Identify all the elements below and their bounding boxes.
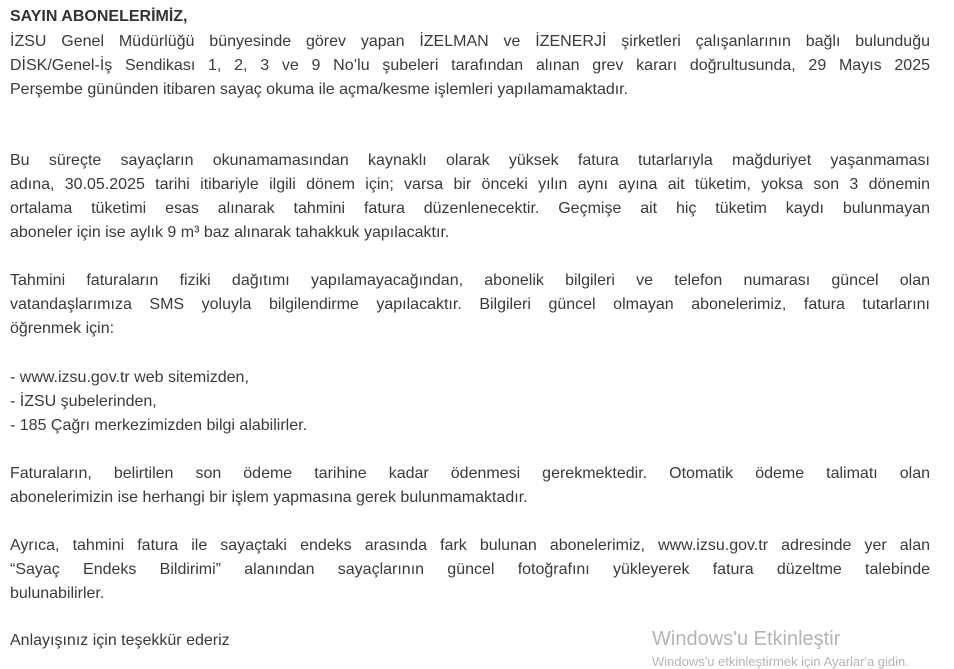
greeting-heading: SAYIN ABONELERİMİZ, xyxy=(10,8,188,25)
text-line: adına, 30.05.2025 tarihi itibariyle ilgili dönem için; varsa bir önceki yılın aynı ayına ait tüketim, yoksa son 3 dönemin xyxy=(10,176,930,193)
text-line: “Sayaç Endeks Bildirimi” alanından sayaçlarının güncel fotoğrafını yükleyerek fatura düzeltme talebinde xyxy=(10,561,930,578)
text-line: ortalama tüketimi esas alınarak tahmini fatura düzenlenecektir. Geçmişe ait hiç tüketim kaydı bulunmayan xyxy=(10,200,930,217)
info-channels-list xyxy=(10,366,930,438)
text-line: Bu süreçte sayaçların okunamamasından kaynaklı olarak yüksek fatura tutarlarıyla mağduriyet yaşanmaması xyxy=(10,152,930,169)
list-item-website: - www.izsu.gov.tr web sitemizden, xyxy=(10,369,249,386)
paragraph-meter-reading xyxy=(10,534,930,606)
text-line: Faturaların, belirtilen son ödeme tarihine kadar ödenmesi gerekmektedir. Otomatik ödeme talimatı olan xyxy=(10,465,930,482)
text-line: DİSK/Genel-İş Sendikası 1, 2, 3 ve 9 No’lu şubeleri tarafından alınan grev kararı doğrultusunda, 29 Mayıs 2025 xyxy=(10,57,930,74)
paragraph-strike-notice xyxy=(10,30,930,102)
text-line: abonelerimizin ise herhangi bir işlem yapmasına gerek bulunmamaktadır. xyxy=(10,489,528,506)
text-line: öğrenmek için: xyxy=(10,320,115,337)
closing-thanks: Anlayışınız için teşekkür ederiz xyxy=(10,632,230,649)
text-line: bulunabilirler. xyxy=(10,585,105,602)
list-item-branches: - İZSU şubelerinden, xyxy=(10,393,157,410)
text-line: Tahmini faturaların fiziki dağıtımı yapılamayacağından, abonelik bilgileri ve telefon numarası güncel olan xyxy=(10,272,930,289)
text-line: vatandaşlarımıza SMS yoluyla bilgilendirme yapılacaktır. Bilgileri güncel olmayan abonelerimiz, fatura tutarlarını xyxy=(10,296,930,313)
paragraph-sms-info xyxy=(10,269,930,341)
list-item-call-center: - 185 Çağrı merkezimizden bilgi alabilirler. xyxy=(10,417,308,434)
text-line: İZSU Genel Müdürlüğü bünyesinde görev yapan İZELMAN ve İZENERJİ şirketleri çalışanlarının bağlı bulunduğu xyxy=(10,33,930,50)
paragraph-payment xyxy=(10,462,930,510)
windows-activation-watermark-title: Windows'u Etkinleştir xyxy=(652,628,841,650)
text-line: Ayrıca, tahmini fatura ile sayaçtaki endeks arasında fark bulunan abonelerimiz, www.izsu.gov.tr adresinde yer alan xyxy=(10,537,930,554)
text-line: Perşembe gününden itibaren sayaç okuma ile açma/kesme işlemleri yapılamamaktadır. xyxy=(10,81,629,98)
text-line: aboneler için ise aylık 9 m³ baz alınarak tahakkuk yapılacaktır. xyxy=(10,224,450,241)
paragraph-estimated-billing xyxy=(10,149,930,245)
windows-activation-watermark-subtitle: Windows'u etkinleştirmek için Ayarlar'a gidin. xyxy=(652,654,909,669)
